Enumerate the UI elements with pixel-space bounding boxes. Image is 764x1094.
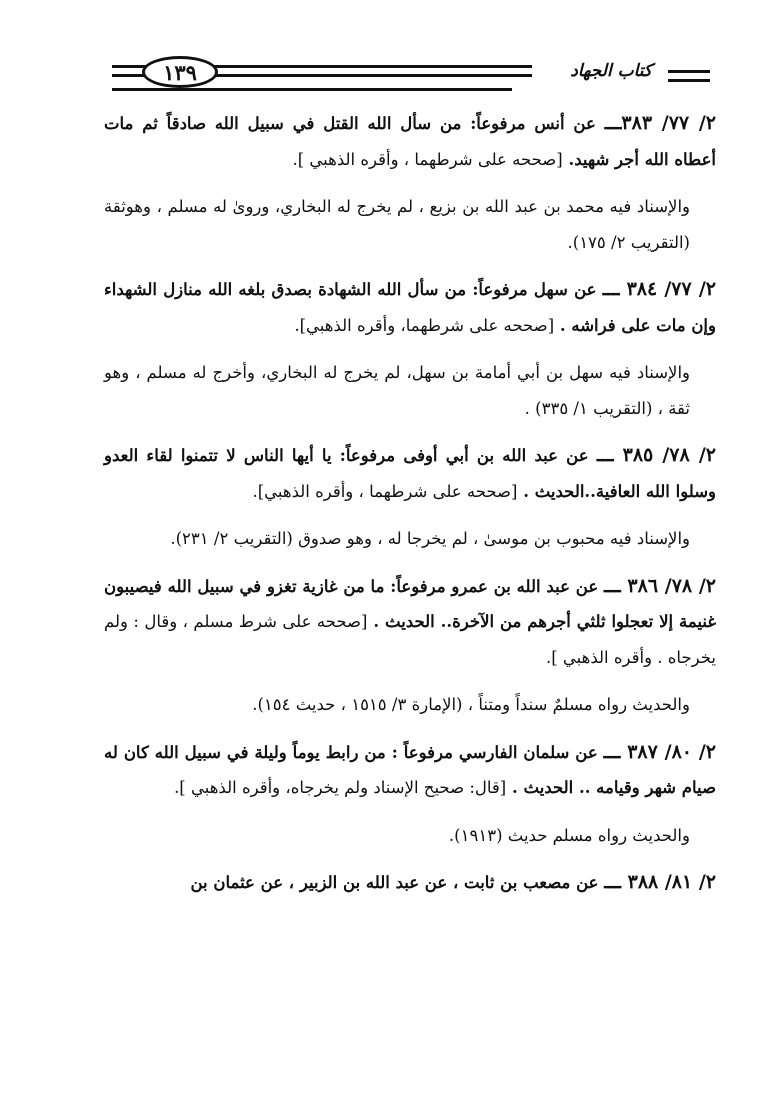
page-header (112, 52, 710, 96)
title-ornament-top (668, 70, 710, 73)
page-content (104, 106, 716, 913)
hadith-verdict: [صححه على شرطهما ، وأقره الذهبي]. (252, 481, 518, 501)
book-title: كتاب الجهاد (570, 61, 652, 81)
hadith-entry (104, 865, 716, 901)
hadith-text: عن سلمان الفارسي مرفوعاً : من رابط يوماً وليلة في سبيل الله كان له صيام شهر وقيامه .. الحديث . (104, 742, 716, 797)
page-number: ١٣٩ (142, 56, 218, 88)
hadith-verdict: [صححه على شرطهما، وأقره الذهبي]. (294, 315, 555, 335)
hadith-reference: ٢/ ٧٧/ ٣٨٤ ـــ (602, 278, 716, 300)
hadith-reference: ٢/ ٨٠/ ٣٨٧ ـــ (603, 740, 716, 763)
hadith-entry (104, 735, 716, 806)
hadith-entry (104, 106, 716, 177)
hadith-verdict: [قال: صحيح الإسناد ولم يخرجاه، وأقره الذهبي ]. (174, 778, 507, 797)
hadith-entry (104, 569, 716, 676)
hadith-text: عن مصعب بن ثابت ، عن عبد الله بن الزبير ، عن عثمان بن (190, 873, 599, 892)
hadith-reference: ٢/ ٧٨/ ٣٨٥ ـــ (596, 444, 716, 466)
hadith-text: عن عبد الله بن عمرو مرفوعاً: ما من غازية تغزو في سبيل الله فيصيبون غنيمة إلا تعجلوا ثلثي أجرهم من الآخرة.. الحديث . (104, 576, 717, 631)
isnad-note: والإسناد فيه محمد بن عبد الله بن بزيع ، لم يخرج له البخاري، وروىٰ له مسلم ، وهوثقة (التقريب ٢/ ١٧٥). (104, 197, 690, 252)
hadith-entry (104, 272, 716, 343)
hadith-reference: ٢/ ٧٧/ ٣٨٣ـــ (604, 112, 717, 134)
isnad-note: والحديث رواه مسلمٌ سنداً ومتناً ، (الإمارة ٣/ ١٥١٥ ، حديث ١٥٤). (252, 695, 690, 714)
hadith-text: عن سهل مرفوعاً: من سأل الله الشهادة بصدق بلغه الله منازل الشهداء وإن مات على فراشه . (104, 280, 716, 335)
hadith-verdict: [صححه على شرطهما ، وأقره الذهبي ]. (292, 149, 563, 169)
hadith-entry (104, 438, 716, 509)
hadith-reference: ٢/ ٨١/ ٣٨٨ ـــ (604, 871, 716, 893)
hadith-reference: ٢/ ٧٨/ ٣٨٦ ـــ (604, 574, 716, 597)
hadith-verdict: [صححه على شرط مسلم ، وقال : ولم يخرجاه . وأقره الذهبي ]. (104, 612, 716, 667)
isnad-note: والحديث رواه مسلم حديث (١٩١٣). (448, 825, 690, 845)
header-rule-underline (112, 88, 512, 91)
hadith-text: عن عبد الله بن أبي أوفى مرفوعاً: يا أيها الناس لا تتمنوا لقاء العدو وسلوا الله العافية..الحديث . (104, 446, 716, 501)
hadith-text: عن أنس مرفوعاً: من سأل الله القتل في سبيل الله صادقاً ثم مات أعطاه الله أجر شهيد. (104, 114, 716, 169)
isnad-note: والإسناد فيه محبوب بن موسىٰ ، لم يخرجا له ، وهو صدوق (التقريب ٢/ ٢٣١). (170, 529, 690, 548)
isnad-note: والإسناد فيه سهل بن أبي أمامة بن سهل، لم يخرج له البخاري، وأخرج له مسلم ، وهو ثقة ، (التقريب ١/ ٣٣٥) . (104, 363, 690, 418)
title-ornament-bottom (668, 79, 710, 82)
